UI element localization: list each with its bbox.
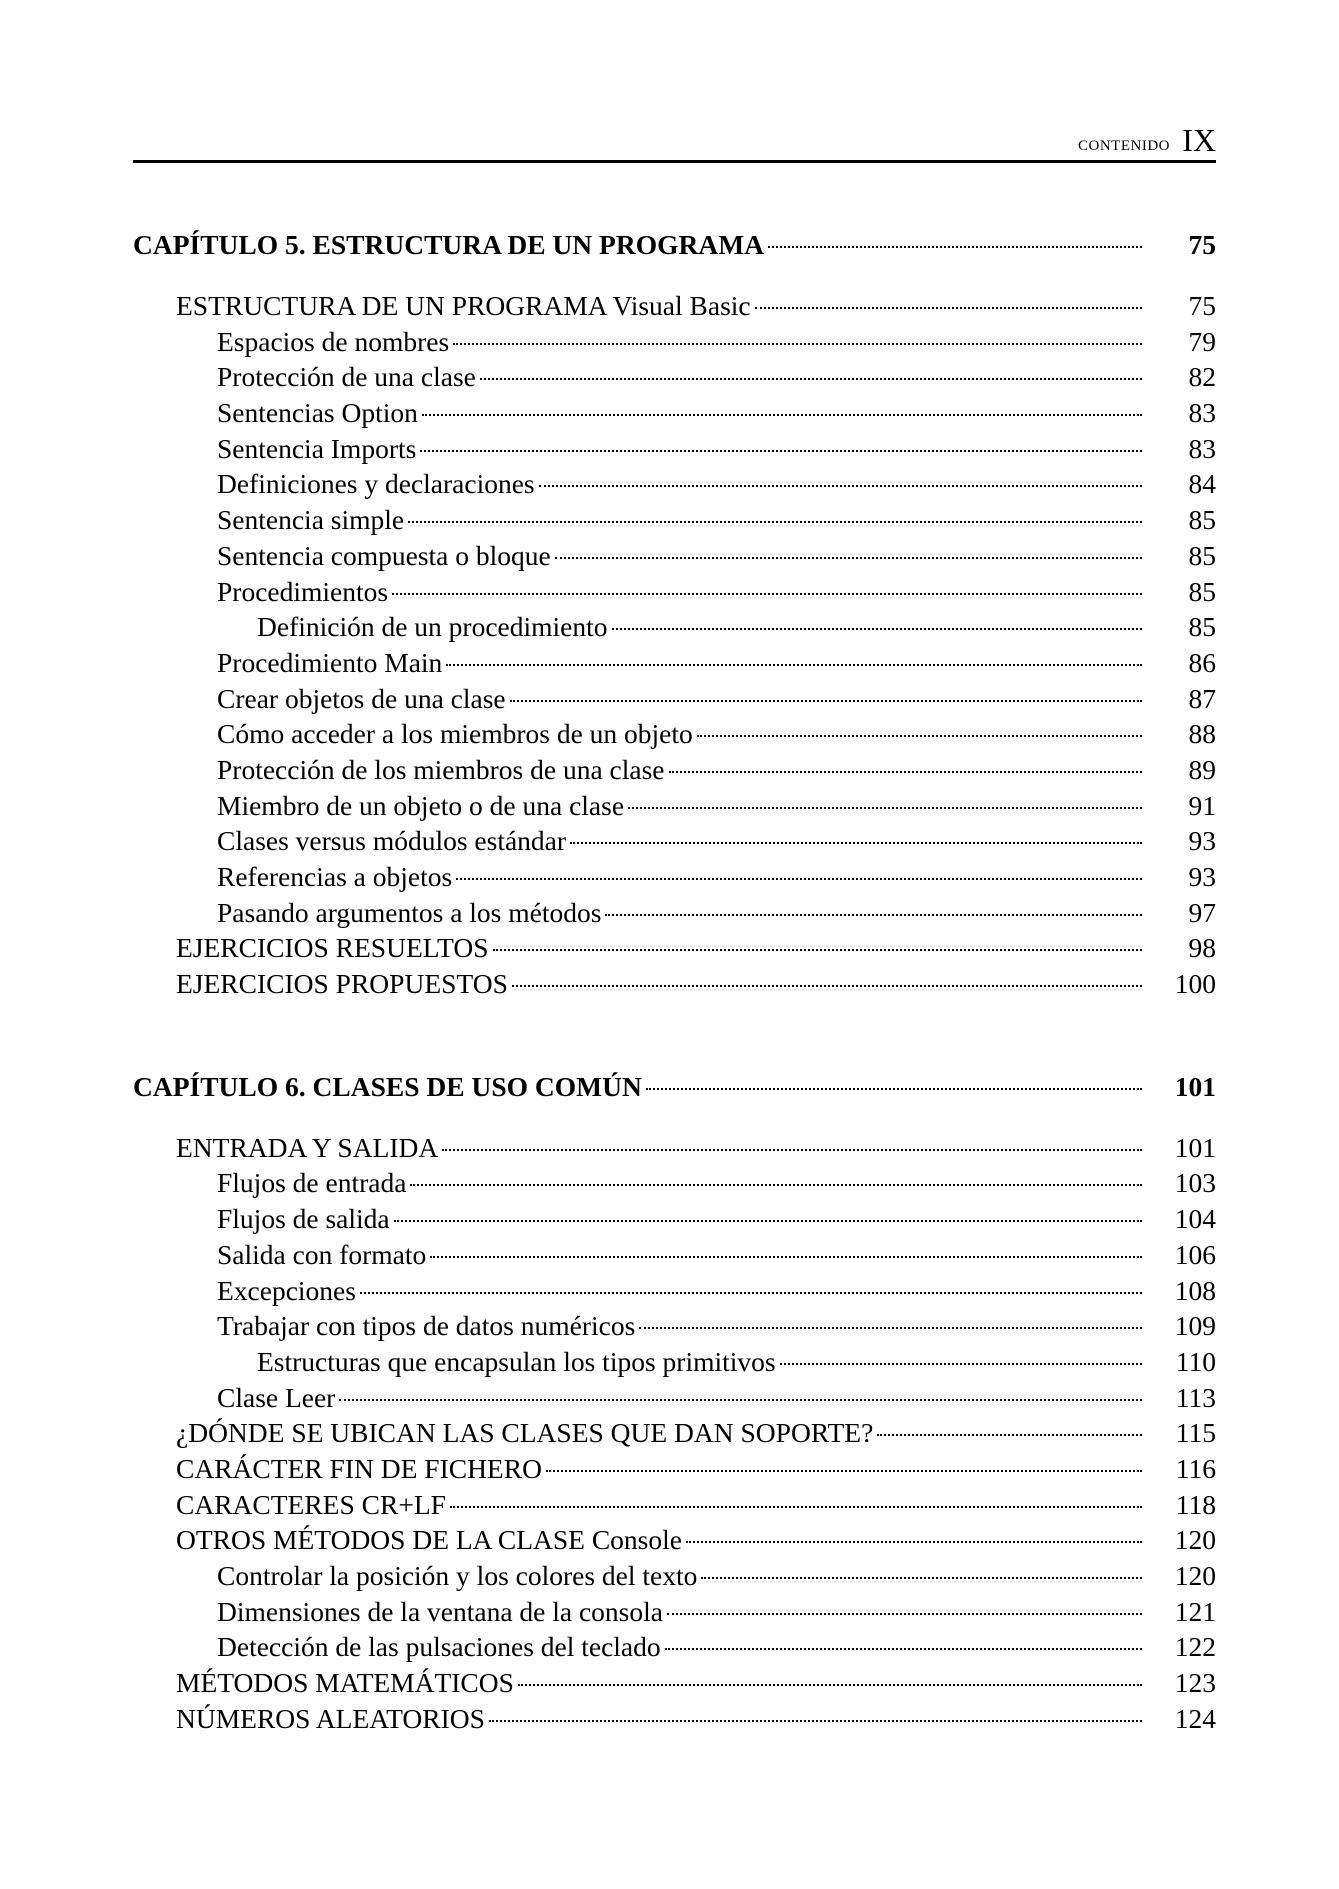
- dot-leader: [392, 591, 1142, 595]
- entry-page-number: 93: [1188, 825, 1216, 857]
- dot-leader: [628, 805, 1142, 809]
- dot-leader: [510, 698, 1142, 702]
- chapter-section: [133, 222, 1216, 1002]
- chapter-heading[interactable]: [133, 222, 1216, 268]
- entry-title: EJERCICIOS RESUELTOS: [176, 932, 489, 964]
- entry-title: Dimensiones de la ventana de la consola: [217, 1595, 663, 1627]
- entry-page-number: 118: [1175, 1488, 1216, 1520]
- dot-leader: [410, 1182, 1142, 1186]
- toc-entry[interactable]: [133, 1558, 1216, 1594]
- entry-title: Detección de las pulsaciones del teclado: [217, 1631, 661, 1663]
- entry-title: Clases versus módulos estándar: [217, 825, 567, 857]
- dot-leader: [605, 912, 1142, 916]
- entry-title: Clase Leer: [217, 1381, 336, 1413]
- entry-title: Controlar la posición y los colores del texto: [217, 1560, 698, 1591]
- entry-title: ENTRADA Y SALIDA: [176, 1131, 439, 1163]
- toc-entry[interactable]: [133, 895, 1216, 931]
- toc-entry[interactable]: [133, 431, 1216, 467]
- entry-page-number: 85: [1188, 575, 1216, 607]
- entry-page-number: 123: [1174, 1667, 1216, 1699]
- entry-page-number: 106: [1174, 1238, 1216, 1270]
- entry-page-number: 87: [1188, 682, 1216, 714]
- entry-title: Estructuras que encapsulan los tipos primitivos: [257, 1345, 776, 1377]
- entry-page-number: 83: [1188, 397, 1216, 429]
- toc-entry[interactable]: [133, 859, 1216, 895]
- chapter-heading[interactable]: [133, 1064, 1216, 1110]
- entry-page-number: 75: [1188, 290, 1216, 321]
- entry-title: Salida con formato: [217, 1238, 427, 1270]
- entry-page-number: 110: [1175, 1345, 1216, 1377]
- toc-entry[interactable]: [133, 1130, 1216, 1166]
- table-of-contents: [133, 222, 1216, 1736]
- dot-leader: [612, 626, 1142, 630]
- entry-page-number: 91: [1188, 789, 1216, 821]
- entry-page-number: 89: [1188, 753, 1216, 785]
- dot-leader: [446, 662, 1142, 666]
- toc-entry[interactable]: [133, 1629, 1216, 1665]
- dot-leader: [518, 1682, 1142, 1686]
- toc-entry[interactable]: [133, 466, 1216, 502]
- page-header: [133, 118, 1216, 163]
- entry-page-number: 122: [1174, 1631, 1216, 1663]
- toc-entry[interactable]: [133, 1237, 1216, 1273]
- entry-page-number: 85: [1188, 539, 1216, 571]
- entry-page-number: 121: [1174, 1595, 1216, 1627]
- toc-entry[interactable]: [133, 288, 1216, 324]
- dot-leader: [442, 1147, 1142, 1151]
- toc-entry[interactable]: [133, 930, 1216, 966]
- toc-entry[interactable]: [133, 752, 1216, 788]
- dot-leader: [489, 1718, 1142, 1722]
- dot-leader: [450, 1504, 1142, 1508]
- dot-leader: [639, 1325, 1142, 1329]
- entry-page-number: 85: [1188, 504, 1216, 536]
- entry-page-number: 98: [1188, 932, 1216, 964]
- entry-page-number: 88: [1188, 718, 1216, 750]
- dot-leader: [339, 1397, 1142, 1401]
- dot-leader: [755, 305, 1142, 309]
- entry-title: Excepciones: [217, 1274, 356, 1306]
- running-head-label: contenido: [1078, 130, 1170, 155]
- toc-entry[interactable]: [133, 1308, 1216, 1344]
- dot-leader: [512, 983, 1142, 987]
- toc-entry[interactable]: [133, 324, 1216, 360]
- entry-title: Espacios de nombres: [217, 325, 450, 357]
- entry-page-number: 120: [1174, 1560, 1216, 1591]
- dot-leader: [697, 733, 1142, 737]
- toc-entry[interactable]: [133, 538, 1216, 574]
- dot-leader: [768, 244, 1142, 248]
- dot-leader: [546, 1468, 1142, 1472]
- dot-leader: [665, 1646, 1142, 1650]
- dot-leader: [780, 1361, 1142, 1365]
- entry-page-number: 85: [1188, 611, 1216, 643]
- entry-page-number: 97: [1188, 896, 1216, 928]
- toc-entry[interactable]: [133, 1165, 1216, 1201]
- entry-title: ¿DÓNDE SE UBICAN LAS CLASES QUE DAN SOPORTE?: [176, 1417, 874, 1449]
- toc-entry[interactable]: [133, 609, 1216, 645]
- entry-page-number: 101: [1174, 1131, 1216, 1163]
- dot-leader: [555, 555, 1142, 559]
- toc-entry[interactable]: [133, 359, 1216, 395]
- entry-title: Sentencias Option: [217, 397, 418, 429]
- entry-title: Protección de los miembros de una clase: [217, 753, 665, 785]
- entry-title: ESTRUCTURA DE UN PROGRAMA Visual Basic: [176, 290, 751, 321]
- entry-page-number: 109: [1174, 1310, 1216, 1342]
- toc-entry[interactable]: [133, 1665, 1216, 1701]
- entry-title: Sentencia Imports: [217, 432, 417, 464]
- dot-leader: [453, 341, 1142, 345]
- entry-page-number: 124: [1174, 1702, 1216, 1734]
- toc-entry[interactable]: [133, 1201, 1216, 1237]
- dot-leader: [408, 519, 1142, 523]
- entry-title: Definición de un procedimiento: [257, 611, 608, 643]
- toc-entry[interactable]: [133, 574, 1216, 610]
- entry-title: MÉTODOS MATEMÁTICOS: [176, 1667, 514, 1699]
- entry-page-number: 116: [1175, 1452, 1216, 1484]
- toc-entry[interactable]: [133, 1415, 1216, 1451]
- dot-leader: [360, 1290, 1142, 1294]
- chapter-page-number: 75: [1188, 229, 1216, 260]
- toc-entry[interactable]: [133, 681, 1216, 717]
- toc-entry[interactable]: [133, 1487, 1216, 1523]
- toc-entry[interactable]: [133, 716, 1216, 752]
- dot-leader: [430, 1254, 1142, 1258]
- entry-page-number: 120: [1174, 1524, 1216, 1556]
- dot-leader: [394, 1218, 1142, 1222]
- entry-page-number: 115: [1175, 1417, 1216, 1449]
- chapter-page-number: 101: [1174, 1070, 1216, 1102]
- entry-title: Referencias a objetos: [217, 861, 453, 892]
- toc-entry[interactable]: [133, 1380, 1216, 1416]
- dot-leader: [667, 1611, 1142, 1615]
- entry-title: Pasando argumentos a los métodos: [217, 896, 602, 928]
- toc-entry[interactable]: [133, 1344, 1216, 1380]
- dot-leader: [686, 1539, 1142, 1543]
- entry-title: Flujos de salida: [217, 1203, 390, 1235]
- entry-title: NÚMEROS ALEATORIOS: [176, 1702, 485, 1734]
- entry-page-number: 100: [1174, 968, 1216, 1000]
- dot-leader: [701, 1575, 1142, 1579]
- toc-entry[interactable]: [133, 788, 1216, 824]
- entry-title: Trabajar con tipos de datos numéricos: [217, 1310, 636, 1342]
- chapter-section: [133, 1064, 1216, 1737]
- entry-title: OTROS MÉTODOS DE LA CLASE Console: [176, 1524, 682, 1556]
- toc-entry[interactable]: [133, 1701, 1216, 1737]
- entry-title: Definiciones y declaraciones: [217, 468, 535, 500]
- entry-page-number: 93: [1188, 861, 1216, 892]
- entry-page-number: 83: [1188, 432, 1216, 464]
- entry-title: Flujos de entrada: [217, 1167, 407, 1199]
- entry-page-number: 86: [1188, 646, 1216, 678]
- entry-page-number: 103: [1174, 1167, 1216, 1199]
- entry-title: Crear objetos de una clase: [217, 682, 506, 714]
- dot-leader: [570, 840, 1142, 844]
- toc-entry[interactable]: [133, 1273, 1216, 1309]
- entry-page-number: 84: [1188, 468, 1216, 500]
- toc-entry[interactable]: [133, 1522, 1216, 1558]
- dot-leader: [877, 1432, 1142, 1436]
- entry-title: Sentencia compuesta o bloque: [217, 539, 551, 571]
- entry-title: Procedimientos: [217, 575, 389, 607]
- toc-entry[interactable]: [133, 645, 1216, 681]
- toc-entry[interactable]: [133, 1594, 1216, 1630]
- dot-leader: [420, 448, 1142, 452]
- entry-title: Miembro de un objeto o de una clase: [217, 789, 625, 821]
- toc-entry[interactable]: [133, 1451, 1216, 1487]
- entry-page-number: 108: [1174, 1274, 1216, 1306]
- entry-title: CARACTERES CR+LF: [176, 1488, 446, 1520]
- entry-title: Sentencia simple: [217, 504, 405, 536]
- entry-title: Cómo acceder a los miembros de un objeto: [217, 718, 693, 750]
- toc-entry[interactable]: [133, 395, 1216, 431]
- dot-leader: [422, 412, 1142, 416]
- entry-page-number: 79: [1188, 325, 1216, 357]
- toc-entry[interactable]: [133, 502, 1216, 538]
- page-number: IX: [1182, 122, 1216, 158]
- dot-leader: [646, 1086, 1142, 1090]
- entry-title: CARÁCTER FIN DE FICHERO: [176, 1452, 542, 1484]
- toc-entry[interactable]: [133, 966, 1216, 1002]
- dot-leader: [456, 876, 1142, 880]
- chapter-title: CAPÍTULO 6. CLASES DE USO COMÚN: [133, 1070, 642, 1102]
- entry-page-number: 113: [1175, 1381, 1216, 1413]
- toc-entry[interactable]: [133, 823, 1216, 859]
- entry-title: Procedimiento Main: [217, 646, 443, 678]
- dot-leader: [669, 769, 1142, 773]
- entry-page-number: 104: [1174, 1203, 1216, 1235]
- dot-leader: [539, 483, 1142, 487]
- entry-title: Protección de una clase: [217, 361, 476, 393]
- entry-title: EJERCICIOS PROPUESTOS: [176, 968, 508, 1000]
- dot-leader: [493, 947, 1143, 951]
- entry-page-number: 82: [1188, 361, 1216, 393]
- chapter-title: CAPÍTULO 5. ESTRUCTURA DE UN PROGRAMA: [133, 229, 765, 260]
- dot-leader: [480, 376, 1142, 380]
